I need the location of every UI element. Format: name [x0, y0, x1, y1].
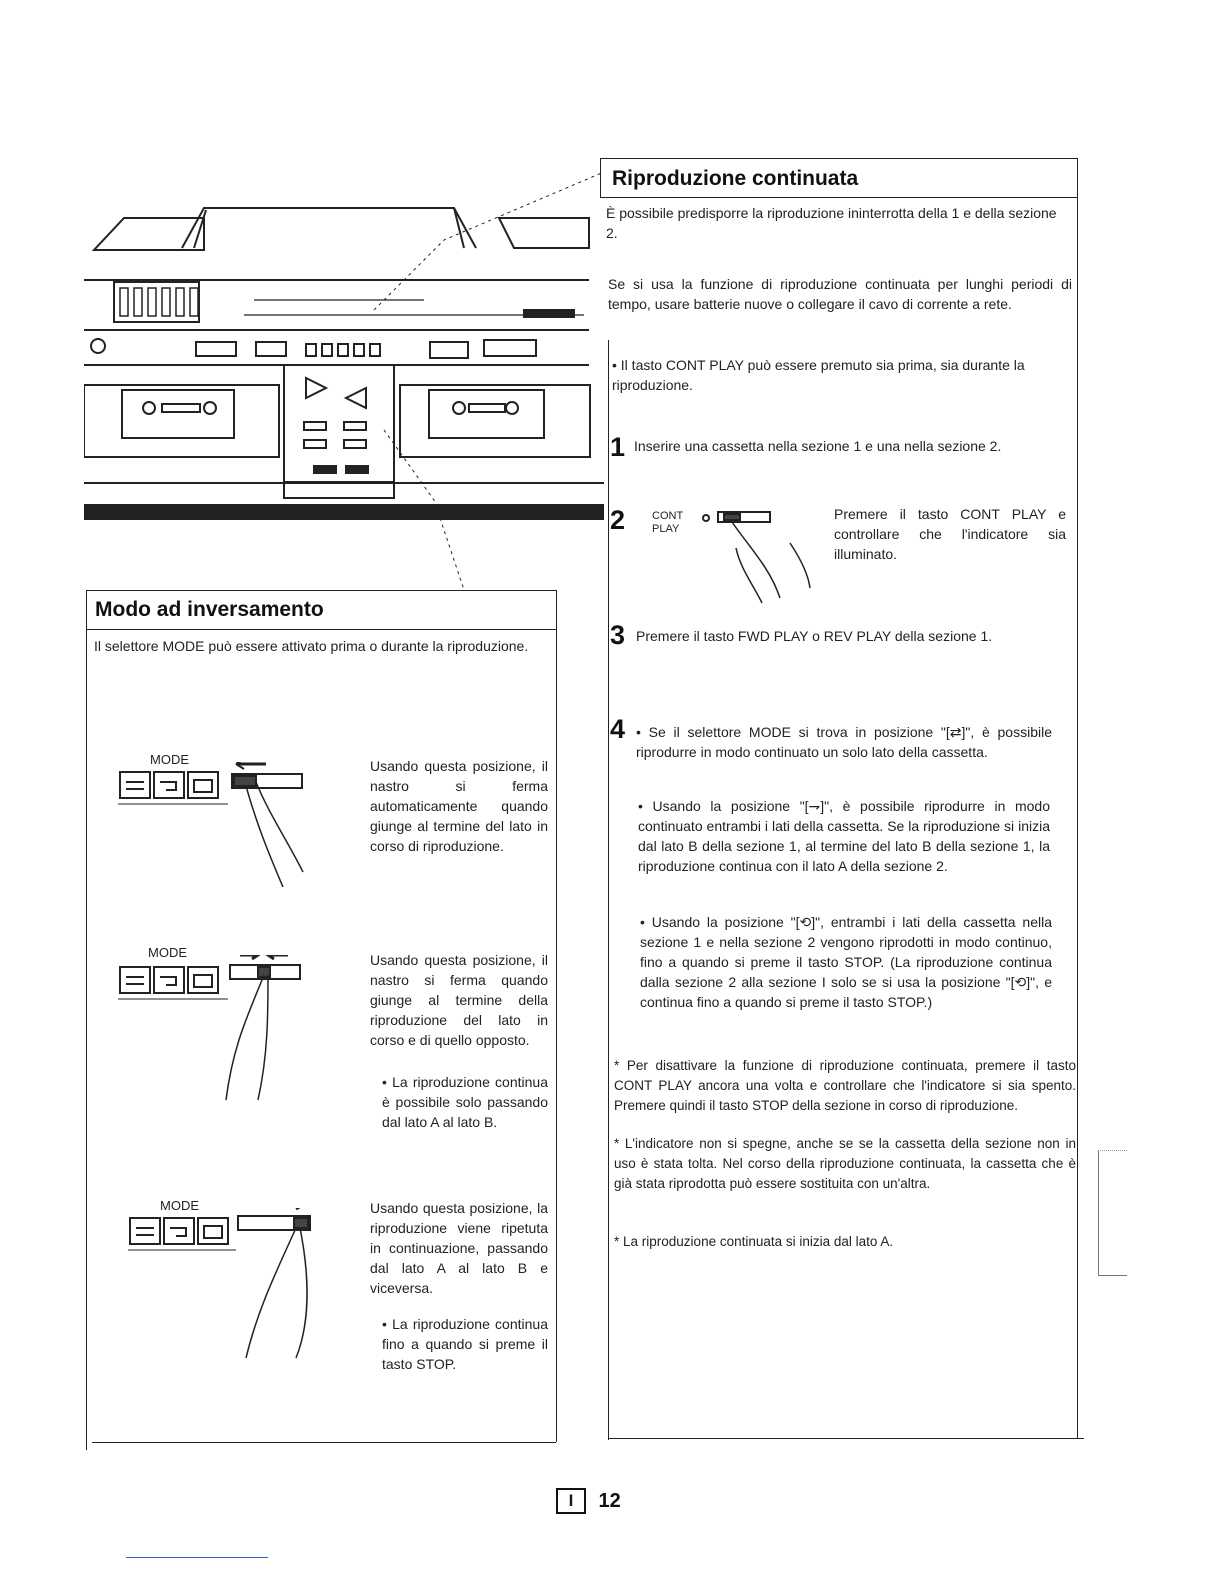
- step-number: 2: [610, 505, 626, 535]
- step-1-text: Inserire una cassetta nella sezione 1 e una nella sezione 2.: [634, 438, 1002, 454]
- step-2-text: Premere il tasto CONT PLAY e controllare che l'indicatore sia illuminato.: [834, 506, 1066, 562]
- mode-diagram-1: [118, 752, 318, 892]
- footnote-3: [614, 1232, 1076, 1252]
- step-3-text: Premere il tasto FWD PLAY o REV PLAY della sezione 1.: [636, 628, 993, 644]
- mode-diagram-3: [128, 1198, 328, 1368]
- mode-bullet-3: • La riproduzione continua fino a quando si preme il tasto STOP.: [382, 1314, 548, 1374]
- section-title-reverse-mode: Modo ad inversamento: [95, 598, 324, 621]
- mode-label: MODE: [160, 1198, 199, 1213]
- footnote-1: [614, 1056, 1076, 1116]
- footnote-marker: *: [614, 1234, 624, 1249]
- cassette-deck-illustration: [84, 160, 604, 600]
- step-4-bullet-1: • Se il selettore MODE si trova in posizione "[⇄]", è possibile riprodurre in modo continuato un solo lato della cassetta.: [636, 722, 1052, 762]
- step-4-bullet-2: • Usando la posizione "[⇁]", è possibile riprodurre in modo continuato entrambi i lati della cassetta. Se la riproduzione si inizia dal lato B della sezione 1, al termine del lato B della sezione 1, la riproduzione continua con il lato A della sezione 2.: [638, 796, 1050, 876]
- side-tab-marker: [1098, 1150, 1127, 1276]
- mode-label: MODE: [150, 752, 189, 767]
- mode-bullet-2: • La riproduzione continua è possibile solo passando dal lato A al lato B.: [382, 1072, 548, 1132]
- mode-switch-both-sides-icon: [118, 955, 318, 1105]
- footnote-text: Per disattivare la funzione di riproduzione continuata, premere il tasto CONT PLAY ancora una volta e controllare che l'indicatore si sia spento. Premere quindi il tasto STOP della sezione in corso di riproduzione.: [614, 1058, 1076, 1113]
- page-footer: [556, 1488, 621, 1516]
- mode-switch-one-side-icon: [118, 762, 318, 892]
- footnote-text: L'indicatore non si spegne, anche se se la cassetta della sezione non in uso è stata tolta. Nel corso della riproduzione continuata, la cassetta che è già stata riprodotta può essere sostituita con un'altra.: [614, 1136, 1076, 1191]
- step-4-bullet-3: • Usando la posizione "[⟲]", entrambi i lati della cassetta nella sezione 1 e nella sezione 2 vengono riprodotti in modo continuo, fino a quando si preme il tasto STOP. (La riproduzione continua dalla sezione 2 alla sezione I solo se si usa la posizione "[⟲]", e continua fino a quando si preme il tasto STOP.): [640, 912, 1052, 1012]
- language-badge: I: [556, 1488, 586, 1514]
- mode-switch-repeat-icon: [128, 1208, 328, 1368]
- mode-text-1: Usando questa posizione, il nastro si ferma automaticamente quando giunge al termine del lato in corso di riproduzione.: [370, 758, 548, 854]
- continuous-play-intro: È possibile predisporre la riproduzione ininterrotta della 1 e della sezione 2.: [606, 205, 1057, 241]
- mode-diagram-2: [118, 945, 318, 1105]
- battery-note: Se si usa la funzione di riproduzione continuata per lunghi periodi di tempo, usare batterie nuove o collegare il cavo di corrente a rete.: [608, 276, 1072, 312]
- footnote-marker: *: [614, 1058, 627, 1073]
- step-number: 1: [610, 432, 626, 462]
- cont-play-button-label: CONT PLAY: [652, 510, 683, 535]
- cont-play-note: • Il tasto CONT PLAY può essere premuto sia prima, sia durante la riproduzione.: [612, 355, 1072, 395]
- step-number: 4: [610, 714, 626, 744]
- mode-text-2: Usando questa posizione, il nastro si ferma quando giunge al termine della riproduzione del lato in corso e di quello opposto.: [370, 952, 548, 1048]
- footnote-2: [614, 1134, 1076, 1194]
- bottom-divider: [126, 1557, 268, 1558]
- mode-label: MODE: [148, 945, 187, 960]
- mode-text-3: Usando questa posizione, la riproduzione viene ripetuta in continuazione, passando dal lato A al lato B e viceversa.: [370, 1200, 548, 1296]
- reverse-mode-intro: Il selettore MODE può essere attivato prima o durante la riproduzione.: [94, 638, 529, 654]
- section-title-continuous-play: Riproduzione continuata: [612, 167, 859, 190]
- cont-play-press-icon: [700, 508, 820, 608]
- step-number: 3: [610, 620, 626, 650]
- footnote-text: La riproduzione continuata si inizia dal lato A.: [623, 1234, 894, 1249]
- footnote-marker: *: [614, 1136, 625, 1151]
- page-number: 12: [598, 1489, 621, 1512]
